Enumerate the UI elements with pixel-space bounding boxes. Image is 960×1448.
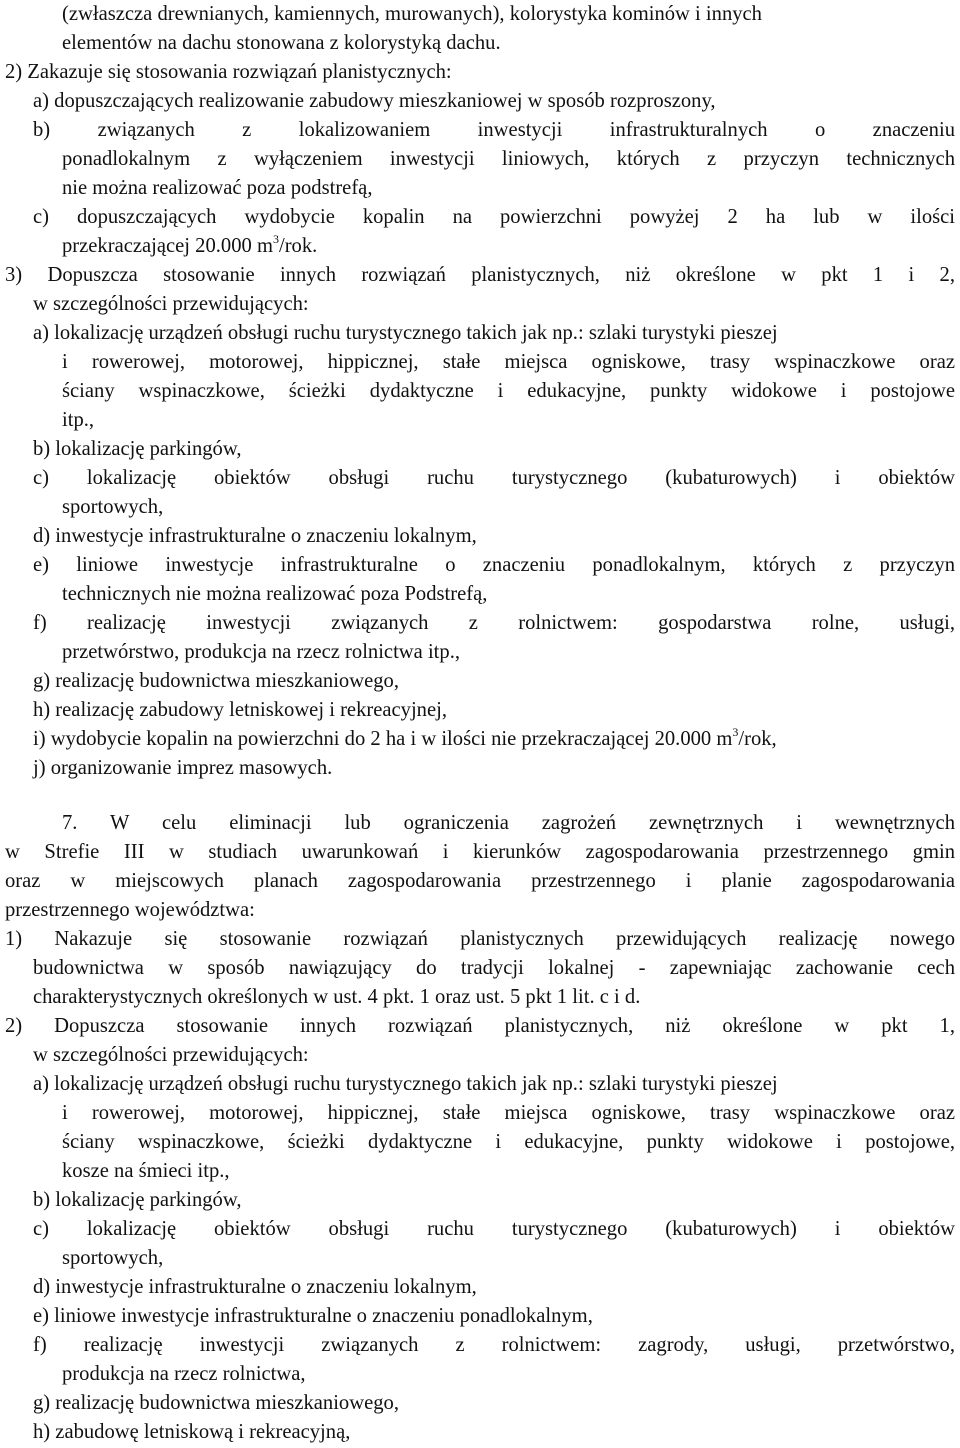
text-line: oraz w miejscowych planach zagospodarowania przestrzennego i planie zagospodarowania [5, 870, 955, 892]
list-item: d) inwestycje infrastrukturalne o znaczeniu lokalnym, [33, 525, 477, 547]
list-item [33, 725, 777, 754]
list-item: c) dopuszczających wydobycie kopalin na powierzchni powyżej 2 ha lub w ilości [33, 206, 955, 228]
text-line: w szczególności przewidujących: [33, 1044, 309, 1066]
text-line: i rowerowej, motorowej, hippicznej, stałe miejsca ogniskowe, trasy wspinaczkowe oraz [62, 351, 955, 373]
text-line: i rowerowej, motorowej, hippicznej, stałe miejsca ogniskowe, trasy wspinaczkowe oraz [62, 1102, 955, 1124]
list-item: c) lokalizację obiektów obsługi ruchu turystycznego (kubaturowych) i obiektów [33, 467, 955, 489]
list-item: f) realizację inwestycji związanych z rolnictwem: gospodarstwa rolne, usługi, [33, 612, 955, 634]
text-fragment: i) wydobycie kopalin na powierzchni do 2 ha i w ilości nie przekraczającej 20.000 m [33, 728, 733, 750]
list-item: b) lokalizację parkingów, [33, 1189, 242, 1211]
list-item: a) lokalizację urządzeń obsługi ruchu turystycznego takich jak np.: szlaki turystyki pieszej [33, 322, 778, 344]
superscript: 3 [272, 232, 279, 246]
text-line: ściany wspinaczkowe, ścieżki dydaktyczne i edukacyjne, punkty widokowe i postojowe, [62, 1131, 955, 1153]
text-fragment: /rok. [278, 235, 318, 257]
section-heading: 7. W celu eliminacji lub ograniczenia zagrożeń zewnętrznych i wewnętrznych [62, 812, 955, 834]
list-item: d) inwestycje infrastrukturalne o znaczeniu lokalnym, [33, 1276, 477, 1298]
text-line [62, 232, 317, 261]
text-line: ponadlokalnym z wyłączeniem inwestycji liniowych, których z przyczyn technicznych [62, 148, 955, 170]
list-item: c) lokalizację obiektów obsługi ruchu turystycznego (kubaturowych) i obiektów [33, 1218, 955, 1240]
list-item: a) lokalizację urządzeń obsługi ruchu turystycznego takich jak np.: szlaki turystyki pieszej [33, 1073, 778, 1095]
list-item: e) liniowe inwestycje infrastrukturalne o znaczeniu ponadlokalnym, których z przyczyn [33, 554, 955, 576]
text-line: przetwórstwo, produkcja na rzecz rolnictwa itp., [62, 641, 460, 663]
text-line: budownictwa w sposób nawiązujący do tradycji lokalnej - zapewniając zachowanie cech [33, 957, 955, 979]
text-line: elementów na dachu stonowana z kolorystyką dachu. [62, 32, 501, 54]
section-heading: 3) Dopuszcza stosowanie innych rozwiązań planistycznych, niż określone w pkt 1 i 2, [5, 264, 955, 286]
text-line: sportowych, [62, 1247, 164, 1269]
list-item: f) realizację inwestycji związanych z rolnictwem: zagrody, usługi, przetwórstwo, [33, 1334, 955, 1356]
list-item: b) lokalizację parkingów, [33, 438, 242, 460]
text-line: ściany wspinaczkowe, ścieżki dydaktyczne i edukacyjne, punkty widokowe i postojowe [62, 380, 955, 402]
list-item: b) związanych z lokalizowaniem inwestycji infrastrukturalnych o znaczeniu [33, 119, 955, 141]
text-line: nie można realizować poza podstrefą, [62, 177, 373, 199]
list-item: 2) Dopuszcza stosowanie innych rozwiązań planistycznych, niż określone w pkt 1, [5, 1015, 955, 1037]
text-line: technicznych nie można realizować poza Podstrefą, [62, 583, 488, 605]
text-fragment: /rok, [738, 728, 777, 750]
text-line: charakterystycznych określonych w ust. 4 pkt. 1 oraz ust. 5 pkt 1 lit. c i d. [33, 986, 641, 1008]
text-line: produkcja na rzecz rolnictwa, [62, 1363, 306, 1385]
text-line: w Strefie III w studiach uwarunkowań i kierunków zagospodarowania przestrzennego gmin [5, 841, 955, 863]
list-item: h) zabudowę letniskową i rekreacyjną, [33, 1421, 351, 1443]
list-item: h) realizację zabudowy letniskowej i rekreacyjnej, [33, 699, 447, 721]
text-fragment: przekraczającej 20.000 m [62, 235, 273, 257]
list-item: g) realizację budownictwa mieszkaniowego, [33, 1392, 399, 1414]
list-item: 1) Nakazuje się stosowanie rozwiązań planistycznych przewidujących realizację nowego [5, 928, 955, 950]
list-item: e) liniowe inwestycje infrastrukturalne o znaczeniu ponadlokalnym, [33, 1305, 593, 1327]
text-line: kosze na śmieci itp., [62, 1160, 230, 1182]
text-line: itp., [62, 409, 95, 431]
section-heading: 2) Zakazuje się stosowania rozwiązań planistycznych: [5, 61, 452, 83]
text-line: przestrzennego województwa: [5, 899, 255, 921]
text-line: sportowych, [62, 496, 164, 518]
list-item: g) realizację budownictwa mieszkaniowego, [33, 670, 399, 692]
text-line: (zwłaszcza drewnianych, kamiennych, murowanych), kolorystyka kominów i innych [62, 3, 762, 25]
list-item: a) dopuszczających realizowanie zabudowy mieszkaniowej w sposób rozproszony, [33, 90, 716, 112]
superscript: 3 [732, 725, 739, 739]
list-item: j) organizowanie imprez masowych. [33, 757, 333, 779]
text-line: w szczególności przewidujących: [33, 293, 309, 315]
